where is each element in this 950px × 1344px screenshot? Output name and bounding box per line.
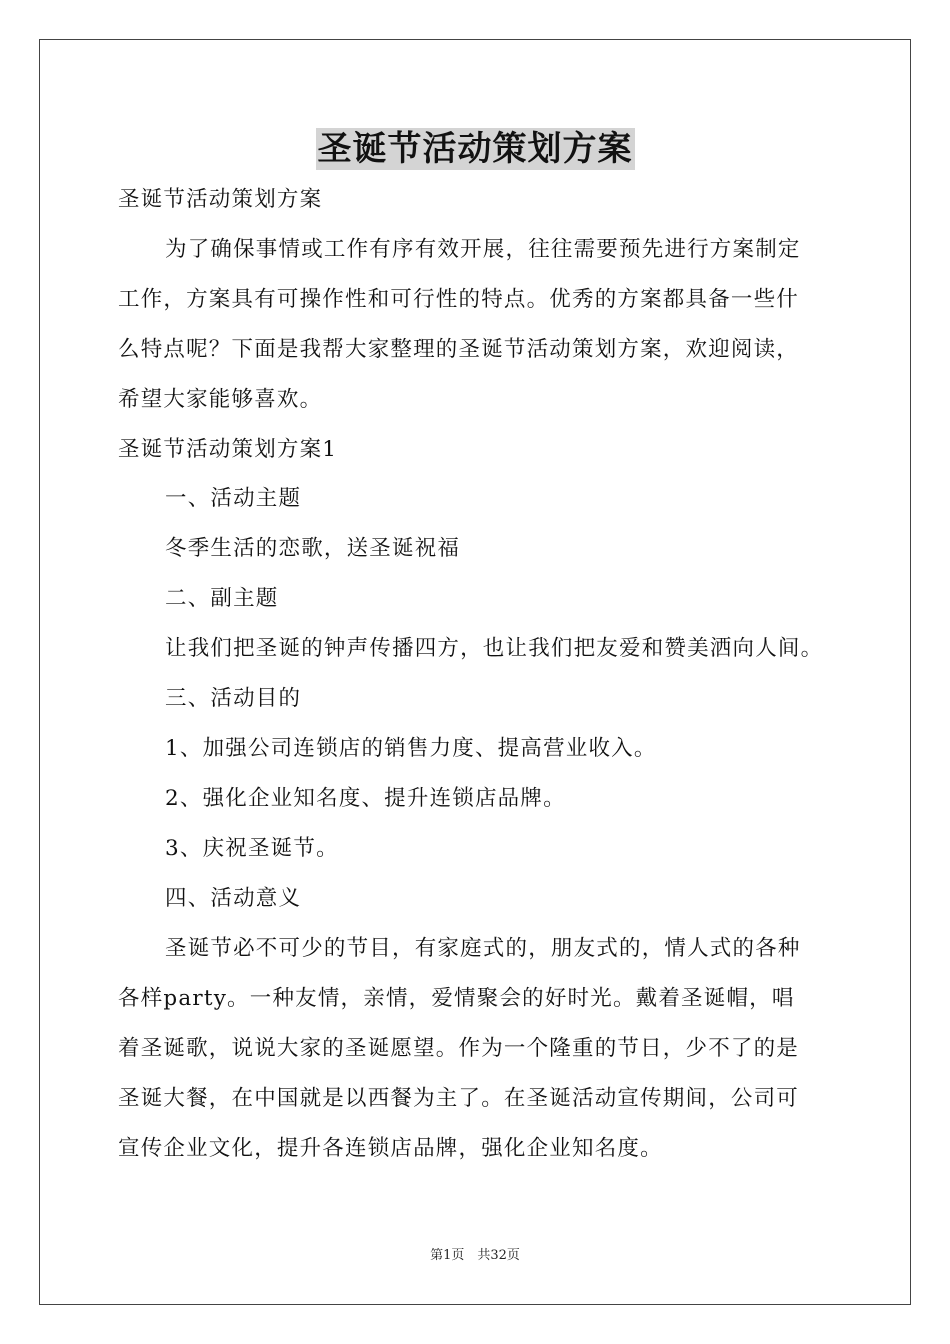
heading-activity-significance: 四、活动意义 bbox=[165, 886, 302, 911]
page-number: 第1页 共32页 bbox=[430, 1248, 520, 1263]
page-border bbox=[39, 39, 911, 1305]
text-activity-theme: 冬季生活的恋歌，送圣诞祝福 bbox=[165, 536, 461, 561]
text-sub-theme: 让我们把圣诞的钟声传播四方，也让我们把友爱和赞美洒向人间。 bbox=[165, 636, 824, 661]
purpose-item-1: 1、加强公司连锁店的销售力度、提高营业收入。 bbox=[165, 736, 657, 761]
page-footer bbox=[0, 1247, 950, 1265]
intro-paragraph-line-3: 么特点呢？下面是我帮大家整理的圣诞节活动策划方案，欢迎阅读， bbox=[118, 337, 800, 362]
intro-paragraph-line-1: 为了确保事情或工作有序有效开展，往往需要预先进行方案制定 bbox=[165, 237, 801, 262]
intro-paragraph-line-2: 工作，方案具有可操作性和可行性的特点。优秀的方案都具备一些什 bbox=[118, 287, 800, 312]
significance-paragraph-line-2: 各样party。一种友情，亲情，爱情聚会的好时光。戴着圣诞帽，唱 bbox=[118, 986, 795, 1011]
significance-paragraph-line-3: 着圣诞歌，说说大家的圣诞愿望。作为一个隆重的节日，少不了的是 bbox=[118, 1036, 800, 1061]
section-heading-plan-1: 圣诞节活动策划方案1 bbox=[118, 437, 338, 462]
purpose-item-2: 2、强化企业知名度、提升连锁店品牌。 bbox=[165, 786, 566, 811]
intro-paragraph-line-4: 希望大家能够喜欢。 bbox=[118, 387, 323, 412]
heading-activity-theme: 一、活动主题 bbox=[165, 486, 302, 511]
heading-activity-purpose: 三、活动目的 bbox=[165, 686, 302, 711]
purpose-item-3: 3、庆祝圣诞节。 bbox=[165, 836, 339, 861]
significance-paragraph-line-4: 圣诞大餐，在中国就是以西餐为主了。在圣诞活动宣传期间，公司可 bbox=[118, 1086, 800, 1111]
subtitle-line: 圣诞节活动策划方案 bbox=[118, 187, 323, 212]
significance-paragraph-line-1: 圣诞节必不可少的节目，有家庭式的，朋友式的，情人式的各种 bbox=[165, 936, 801, 961]
heading-sub-theme: 二、副主题 bbox=[165, 586, 279, 611]
title-container bbox=[0, 128, 950, 170]
significance-paragraph-line-5: 宣传企业文化，提升各连锁店品牌，强化企业知名度。 bbox=[118, 1136, 663, 1161]
document-title: 圣诞节活动策划方案 bbox=[317, 129, 633, 169]
